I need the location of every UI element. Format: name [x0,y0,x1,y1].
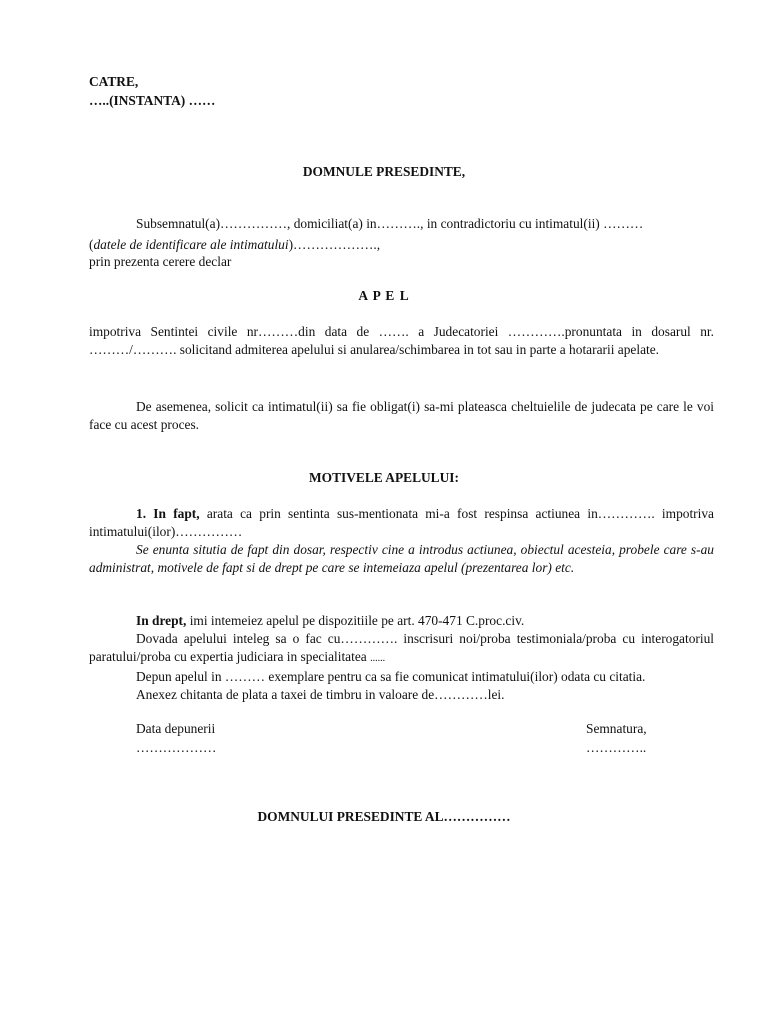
date-label: Data depunerii [136,721,216,736]
date-placeholder: ……………… [136,740,217,755]
apel-paragraph-text: impotriva Sentintei civile nr………din data de ……. a Judecatoriei ………….pronuntata in dosarul nr. ………/………. solicitand admiterea apelului si anularea/schimbarea in tot sau in parte a hotararii apelate. [89,324,714,357]
court-placeholder: …..(INSTANTA) …… [89,93,216,108]
fact-italic-note: Se enunta situtia de fapt din dosar, respectiv cine a introdus actiunea, obiectul acesteia, probele care s-au administrat, motivele de fapt si de drept pe care se intemeiaza apelul (prezentarea lor) etc. [89,542,714,575]
law-evidence [89,630,714,668]
intro-line-3: prin prezenta cerere declar [89,254,232,269]
law-evidence-tail: ...... [370,653,386,664]
signature-placeholder: ………….. [586,740,647,755]
intro-line-1 [136,215,714,233]
apel-title: A P E L [358,288,410,303]
intro-italic-note: datele de identificare ale intimatului [93,237,289,252]
fact-paragraph-text [89,505,714,541]
apel-paragraph [89,323,714,359]
law-paragraph [89,612,714,704]
salutation: DOMNULE PRESEDINTE, [302,164,466,179]
intro-line-2-rest: )………………., [288,237,381,252]
addressee-label: CATRE, [89,74,139,89]
law-fee: Anexez chitanta de plata a taxei de timbru in valoare de…………lei. [136,687,505,702]
signature-label: Semnatura, [586,721,647,736]
intro-line-2 [89,236,380,254]
intro-paren: ( [89,237,94,252]
law-copies: Depun apelul in ……… exemplare pentru ca sa fie comunicat intimatului(ilor) odata cu citatia. [136,669,646,684]
closing-address: DOMNULUI PRESEDINTE AL…………… [257,809,511,824]
intro-text-1: Subsemnatul(a)……………, domiciliat(a) in………., in contradictoriu cu intimatul(ii) ……… [136,216,644,231]
law-text: imi intemeiez apelul pe dispozitiile pe art. 470-471 C.proc.civ. [186,613,525,628]
costs-paragraph [89,398,714,434]
reasons-title: MOTIVELE APELULUI: [309,470,459,485]
law-label: In drept, [136,613,187,628]
costs-paragraph-text: De asemenea, solicit ca intimatul(ii) sa fie obligat(i) sa-mi plateasca cheltuielile de judecata pe care le voi face cu acest proces. [89,399,714,432]
law-basis [89,612,714,630]
law-evidence-text: Dovada apelului inteleg sa o fac cu…………. inscrisuri noi/proba testimoniala/proba cu interogatoriul paratului/proba cu expertia judiciara in specialitatea [89,631,714,664]
fact-text: arata ca prin sentinta sus-mentionata mi-a fost respinsa actiunea in…………. impotriva intimatului(ilor)…………… [89,506,714,539]
fact-paragraph [89,505,714,577]
fact-label: 1. In fapt, [136,506,200,521]
